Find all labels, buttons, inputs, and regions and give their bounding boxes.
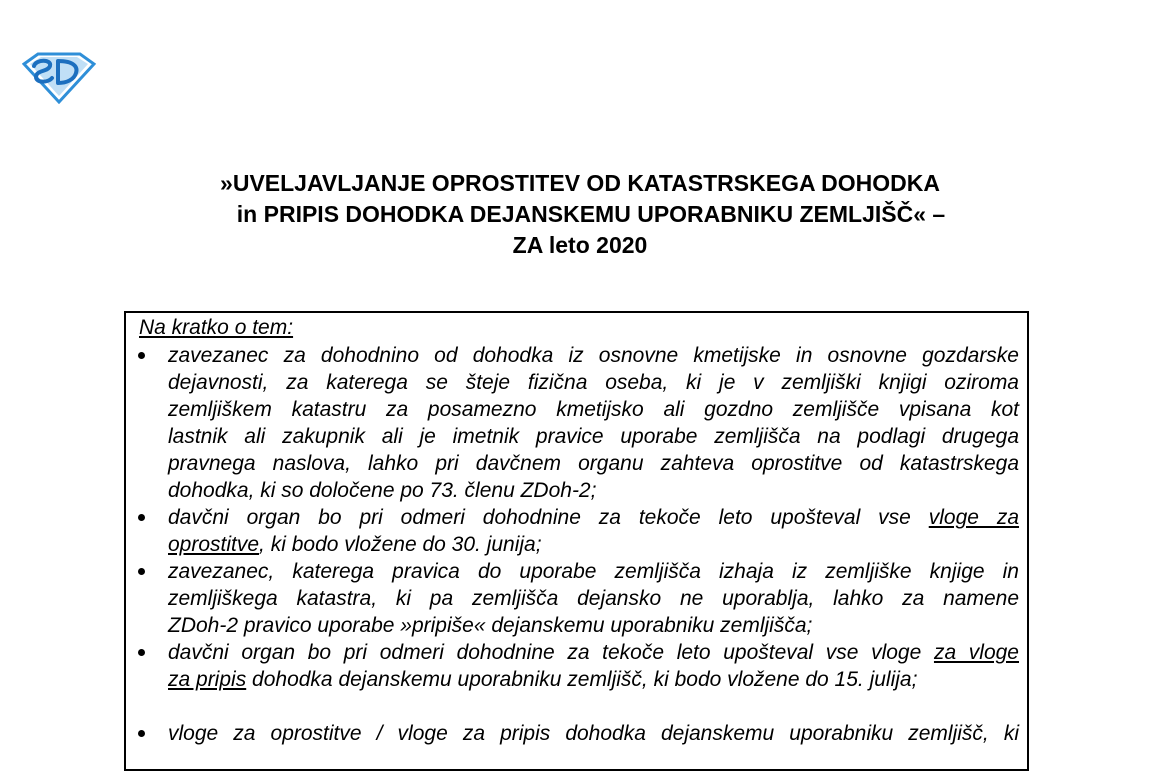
item-line	[168, 504, 1019, 531]
item-text: dohodka dejanskemu uporabniku zemljišč, ki bodo vložene do 15. julija;	[246, 668, 918, 691]
bullet-icon	[138, 730, 145, 737]
item-line: zavezanec, katerega pravica do uporabe zemljišča izhaja iz zemljiške knjige in	[168, 560, 1019, 583]
item-line: dejavnosti, za katerega se šteje fizična oseba, ki je v zemljiški knjigi oziroma	[168, 371, 1019, 394]
summary-heading: Na kratko o tem:	[139, 316, 294, 339]
summary-box	[124, 311, 1029, 771]
list-item	[168, 504, 1019, 558]
item-line	[168, 531, 1019, 558]
item-line: pravnega naslova, lahko pri davčnem organu zahteva oprostitve od katastrskega	[168, 452, 1019, 475]
list-item	[168, 558, 1019, 639]
bullet-icon	[138, 568, 145, 575]
page-title	[130, 168, 1030, 261]
bullet-icon	[138, 352, 145, 359]
item-line: dohodka, ki so določene po 73. členu ZDoh-2;	[168, 479, 597, 502]
item-line	[168, 666, 1019, 693]
item-line: zemljiškega katastra, ki pa zemljišča dejansko ne uporablja, lahko za namene	[168, 587, 1019, 610]
link-vloge-za-oprostitve-cont: oprostitve	[168, 533, 260, 556]
bullet-icon	[138, 514, 145, 521]
item-text: , ki bodo vložene do 30. junija;	[259, 533, 542, 556]
item-line	[168, 639, 1019, 666]
item-text: davčni organ bo pri odmeri dohodnine za tekoče leto upošteval vse	[168, 506, 929, 529]
title-line-3: ZA leto 2020	[512, 232, 648, 258]
link-vloge-za-pripis: za vloge	[933, 641, 1019, 664]
list-item	[168, 342, 1019, 504]
bullet-icon	[138, 649, 145, 656]
blank-line	[168, 693, 1019, 720]
item-line: vloge za oprostitve / vloge za pripis dohodka dejanskemu uporabniku zemljišč, ki	[168, 722, 1019, 745]
title-line-1: »UVELJAVLJANJE OPROSTITEV OD KATASTRSKEGA DOHODKA	[220, 170, 940, 196]
item-line: lastnik ali zakupnik ali je imetnik pravice uporabe zemljišča na podlagi drugega	[168, 425, 1019, 448]
shield-logo-icon	[22, 50, 96, 104]
title-line-2: in PRIPIS DOHODKA DEJANSKEMU UPORABNIKU ZEMLJIŠČ« –	[236, 201, 946, 227]
item-line: ZDoh-2 pravico uporabe »pripiše« dejanskemu uporabniku zemljišča;	[168, 614, 813, 637]
link-vloge-za-pripis-cont: za pripis	[168, 668, 247, 691]
item-text: davčni organ bo pri odmeri dohodnine za tekoče leto upošteval vse vloge	[168, 641, 934, 664]
item-line: zemljiškem katastru za posamezno kmetijsko ali gozdno zemljišče vpisana kot	[168, 398, 1019, 421]
summary-list	[126, 342, 1027, 747]
list-item	[168, 639, 1019, 693]
item-line: zavezanec za dohodnino od dohodka iz osnovne kmetijske in osnovne gozdarske	[168, 344, 1019, 367]
logo	[22, 50, 96, 104]
link-vloge-za-oprostitve: vloge za	[928, 506, 1020, 529]
